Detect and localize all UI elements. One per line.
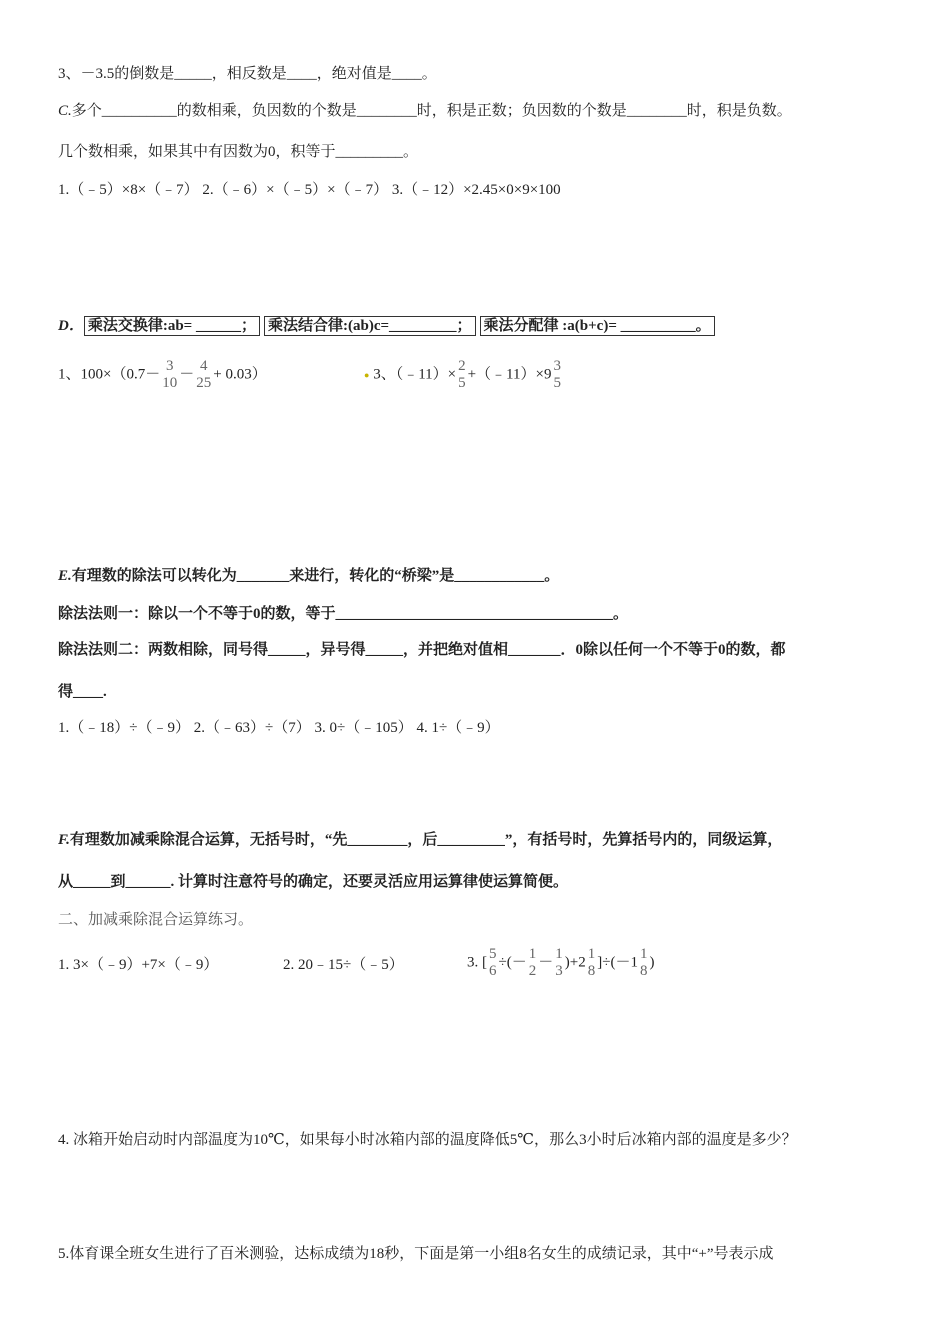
section-d-label: D． bbox=[58, 318, 84, 334]
commutative-law-box: 乘法交换律:ab= ______； bbox=[84, 316, 260, 336]
fridge-temperature-question: 4. 冰箱开始启动时内部温度为10℃，如果每小时冰箱内部的温度降低5℃，那么3小时后冰箱内部的温度是多少？ bbox=[58, 1132, 797, 1148]
section-f-text: 有理数加减乘除混合运算，无括号时，“先________，后_________”，有括号时，先算括号内的，同级运算， bbox=[69, 832, 783, 848]
section-c-label: C. bbox=[58, 103, 72, 119]
reciprocal-question: 3、－3.5的倒数是_____，相反数是____，绝对值是____。 bbox=[58, 66, 437, 82]
division-rule-1: 除法法则一：除以一个不等于0的数，等于_____________________________________。 bbox=[58, 606, 629, 622]
section-e-text: 有理数的除法可以转化为_______来进行，转化的“桥梁”是____________。 bbox=[71, 568, 560, 584]
section-d-laws bbox=[58, 316, 719, 336]
practice-exercise-2: 2. 20﹣15÷（﹣5） bbox=[283, 957, 404, 973]
fraction: 5 6 bbox=[489, 946, 497, 979]
pe-test-question: 5.体育课全班女生进行了百米测验，达标成绩为18秒，下面是第一小组8名女生的成绩记录，其中“+”号表示成 bbox=[58, 1246, 774, 1262]
fraction: 1 2 bbox=[528, 946, 537, 979]
fraction: 3 10 bbox=[162, 358, 178, 391]
fraction: 1 8 bbox=[639, 946, 648, 979]
section-2-heading: 二、加减乘除混合运算练习。 bbox=[58, 912, 254, 928]
section-e-label: E. bbox=[58, 568, 72, 584]
section-c-zero-rule: 几个数相乘，如果其中有因数为0，积等于_________。 bbox=[58, 144, 419, 160]
section-f-rule-cont: 从_____到______. 计算时注意符号的确定，还要灵活应用运算律使运算简便。 bbox=[58, 874, 569, 890]
fraction: 1 3 bbox=[555, 946, 563, 979]
fraction: 2 5 bbox=[458, 358, 466, 391]
fraction: 3 5 bbox=[553, 358, 561, 391]
practice-exercise-3: 3. [ 5 6 ÷(－ 1 2 － 1 3 )+2 1 8 ]÷(－1 1 8 ) bbox=[467, 946, 655, 979]
section-e-intro bbox=[58, 566, 559, 586]
fraction: 4 25 bbox=[196, 358, 212, 391]
section-e-exercises: 1.（﹣18）÷（﹣9） 2.（﹣63）÷（7） 3. 0÷（﹣105） 4. 1÷（﹣9） bbox=[58, 720, 500, 736]
division-rule-2: 除法法则二：两数相除，同号得_____，异号得_____，并把绝对值相_______．0除以任何一个不等于0的数，都 bbox=[58, 642, 786, 658]
section-c-text: 多个__________的数相乘，负因数的个数是________时，积是正数；负因数的个数是________时，积是负数。 bbox=[71, 103, 792, 119]
section-f-label: F. bbox=[58, 832, 70, 848]
section-c-rule bbox=[58, 101, 792, 121]
associative-law-box: 乘法结合律:(ab)c=_________； bbox=[264, 316, 476, 336]
section-d-exercise-1: 1、100×（0.7－ 3 10 － 4 25 + 0.03） bbox=[58, 358, 267, 391]
distributive-law-box: 乘法分配律 :a(b+c)= __________。 bbox=[480, 316, 715, 336]
fraction: 1 8 bbox=[587, 946, 596, 979]
section-d-exercise-3: ● 3、（﹣11）× 2 5 +（﹣11）×9 3 5 bbox=[364, 358, 561, 391]
division-rule-2-cont: 得____. bbox=[58, 684, 107, 700]
practice-exercise-1: 1. 3×（﹣9）+7×（﹣9） bbox=[58, 957, 219, 973]
section-c-exercises: 1.（﹣5）×8×（﹣7） 2.（﹣6）×（﹣5）×（﹣7） 3.（﹣12）×2.45×0×9×100 bbox=[58, 182, 561, 198]
section-f-rule bbox=[58, 830, 782, 850]
marker-dot: ● bbox=[364, 370, 370, 380]
